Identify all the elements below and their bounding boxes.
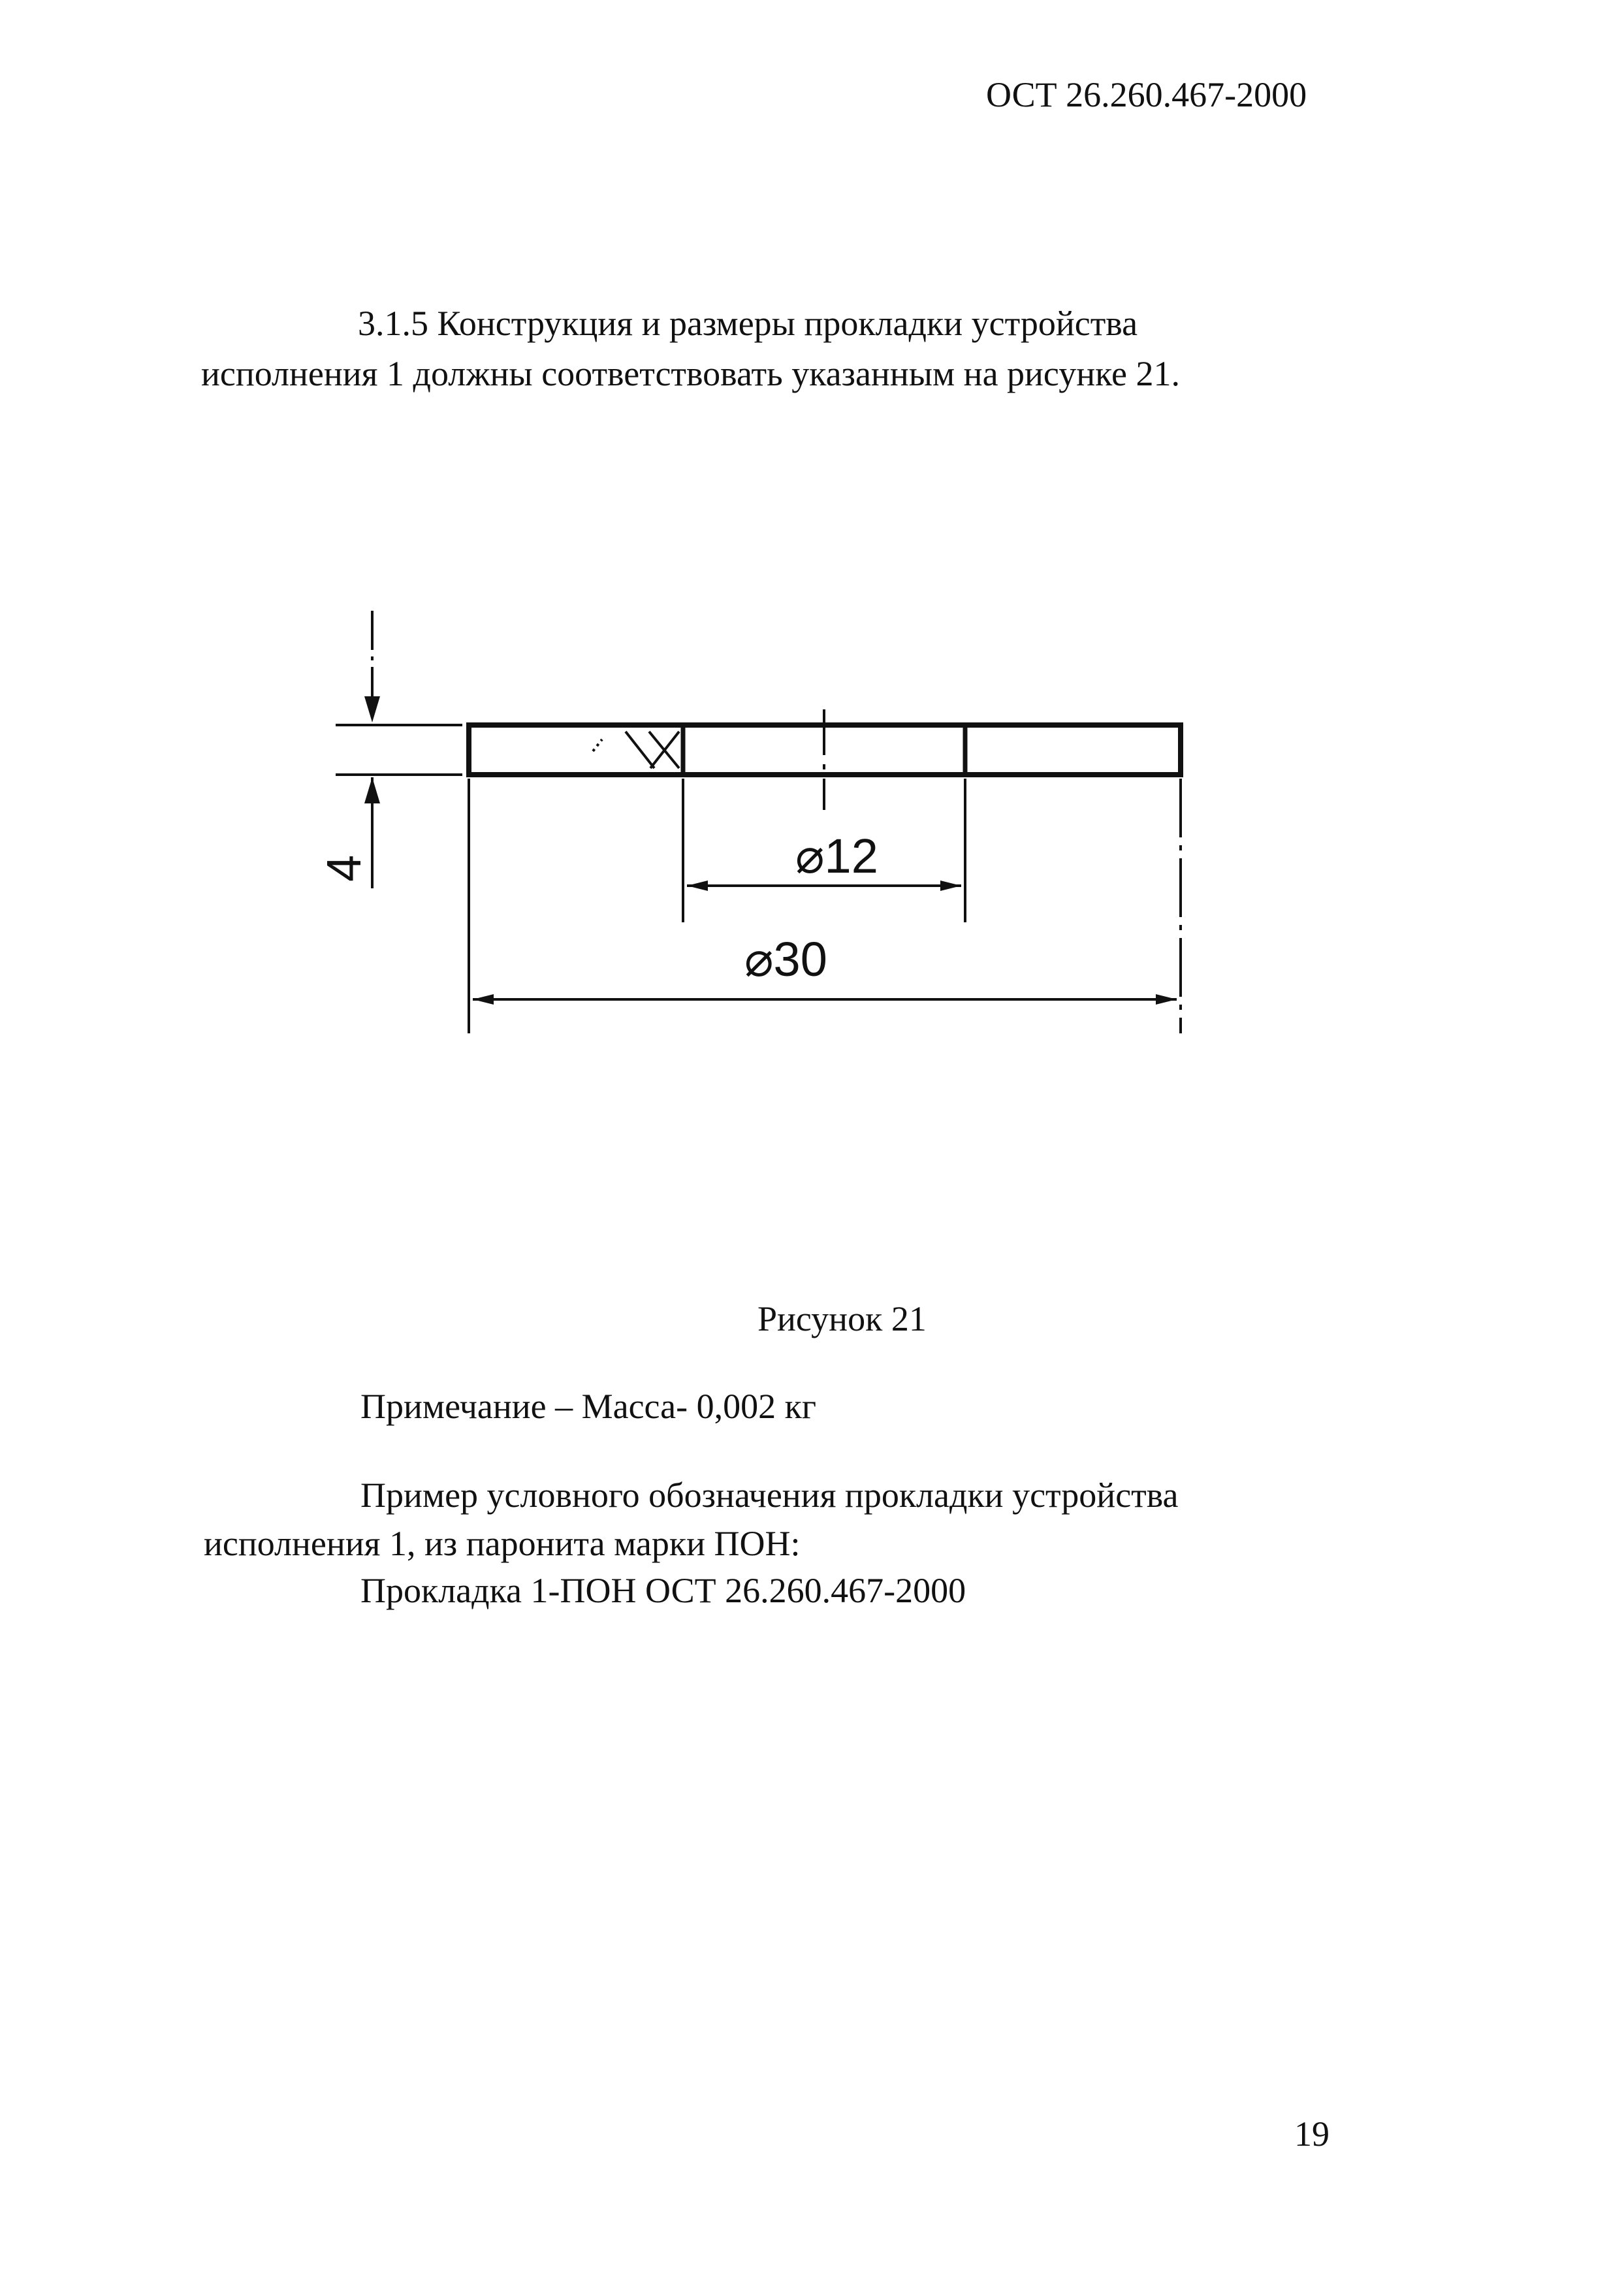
section-paragraph-line-1: 3.1.5 Конструкция и размеры прокладки устройства — [358, 304, 1138, 343]
inner-diameter-label: ⌀12 — [795, 829, 878, 883]
section-hatch — [593, 732, 679, 768]
document-code-header: ОСТ 26.260.467-2000 — [986, 75, 1307, 114]
figure-caption: Рисунок 21 — [757, 1299, 927, 1338]
outer-diameter-label: ⌀30 — [744, 932, 827, 986]
note-text: Примечание – Масса- 0,002 кг — [360, 1387, 816, 1426]
thickness-dimension — [336, 611, 462, 888]
page-number: 19 — [1294, 2114, 1329, 2154]
section-paragraph-line-2: исполнения 1 должны соответствовать указанным на рисунке 21. — [201, 354, 1180, 393]
outer-diameter-dimension — [469, 779, 1181, 1033]
example-line-2: исполнения 1, из паронита марки ПОН: — [204, 1524, 801, 1563]
example-line-1: Пример условного обозначения прокладки устройства — [360, 1476, 1179, 1515]
example-line-3: Прокладка 1-ПОН ОСТ 26.260.467-2000 — [360, 1571, 966, 1610]
thickness-value-label: 4 — [317, 854, 371, 882]
